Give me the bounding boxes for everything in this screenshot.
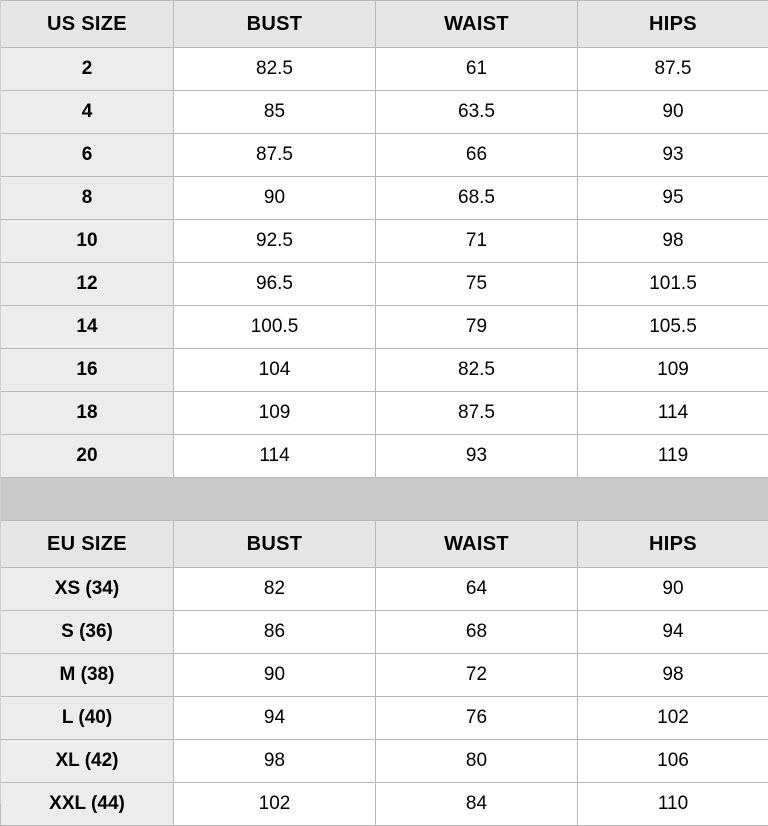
table-row: [1, 220, 768, 263]
table-separator: [0, 478, 768, 520]
table-row: [1, 611, 768, 654]
table-row: [1, 568, 768, 611]
cell-hips: 95: [578, 177, 768, 220]
cell-bust: 92.5: [174, 220, 376, 263]
table-row: [1, 654, 768, 697]
cell-bust: 109: [174, 392, 376, 435]
cell-bust: 96.5: [174, 263, 376, 306]
cell-hips: 109: [578, 349, 768, 392]
cell-bust: 94: [174, 697, 376, 740]
cell-size: L (40): [1, 697, 174, 740]
cell-size: 12: [1, 263, 174, 306]
cell-bust: 100.5: [174, 306, 376, 349]
cell-bust: 87.5: [174, 134, 376, 177]
cell-bust: 114: [174, 435, 376, 478]
table-header-row: [1, 521, 768, 568]
cell-hips: 106: [578, 740, 768, 783]
column-header-hips: HIPS: [578, 1, 768, 48]
cell-size: 18: [1, 392, 174, 435]
cell-size: XL (42): [1, 740, 174, 783]
cell-hips: 93: [578, 134, 768, 177]
cell-bust: 104: [174, 349, 376, 392]
table-row: [1, 435, 768, 478]
cell-bust: 98: [174, 740, 376, 783]
cell-hips: 90: [578, 91, 768, 134]
cell-waist: 76: [376, 697, 578, 740]
cell-waist: 68: [376, 611, 578, 654]
cell-bust: 90: [174, 654, 376, 697]
cell-hips: 98: [578, 220, 768, 263]
table-row: [1, 263, 768, 306]
cell-bust: 102: [174, 783, 376, 826]
cell-size: 14: [1, 306, 174, 349]
cell-size: 16: [1, 349, 174, 392]
cell-hips: 98: [578, 654, 768, 697]
cell-waist: 63.5: [376, 91, 578, 134]
cell-size: XXL (44): [1, 783, 174, 826]
cell-waist: 72: [376, 654, 578, 697]
cell-hips: 114: [578, 392, 768, 435]
cell-waist: 71: [376, 220, 578, 263]
cell-waist: 84: [376, 783, 578, 826]
column-header-eu-size: EU SIZE: [1, 521, 174, 568]
cell-size: 8: [1, 177, 174, 220]
cell-hips: 87.5: [578, 48, 768, 91]
cell-bust: 86: [174, 611, 376, 654]
table-row: [1, 177, 768, 220]
cell-hips: 110: [578, 783, 768, 826]
cell-size: 20: [1, 435, 174, 478]
table-header-row: [1, 1, 768, 48]
cell-waist: 75: [376, 263, 578, 306]
cell-bust: 82.5: [174, 48, 376, 91]
table-row: [1, 91, 768, 134]
cell-size: M (38): [1, 654, 174, 697]
table-row: [1, 392, 768, 435]
table-row: [1, 306, 768, 349]
cell-waist: 87.5: [376, 392, 578, 435]
cell-waist: 79: [376, 306, 578, 349]
cell-waist: 68.5: [376, 177, 578, 220]
table-row: [1, 48, 768, 91]
cell-hips: 105.5: [578, 306, 768, 349]
cell-size: S (36): [1, 611, 174, 654]
column-header-bust: BUST: [174, 1, 376, 48]
table-row: [1, 697, 768, 740]
cell-waist: 93: [376, 435, 578, 478]
cell-size: 2: [1, 48, 174, 91]
cell-bust: 85: [174, 91, 376, 134]
cell-hips: 102: [578, 697, 768, 740]
cell-bust: 82: [174, 568, 376, 611]
cell-waist: 66: [376, 134, 578, 177]
cell-hips: 90: [578, 568, 768, 611]
column-header-hips: HIPS: [578, 521, 768, 568]
eu-size-table: [0, 520, 768, 826]
cell-waist: 61: [376, 48, 578, 91]
cell-size: XS (34): [1, 568, 174, 611]
table-row: [1, 134, 768, 177]
column-header-waist: WAIST: [376, 521, 578, 568]
table-row: [1, 740, 768, 783]
cell-hips: 94: [578, 611, 768, 654]
cell-waist: 82.5: [376, 349, 578, 392]
column-header-bust: BUST: [174, 521, 376, 568]
cell-size: 4: [1, 91, 174, 134]
cell-waist: 80: [376, 740, 578, 783]
cell-hips: 101.5: [578, 263, 768, 306]
table-row: [1, 783, 768, 826]
cell-size: 10: [1, 220, 174, 263]
column-header-us-size: US SIZE: [1, 1, 174, 48]
cell-hips: 119: [578, 435, 768, 478]
cell-bust: 90: [174, 177, 376, 220]
column-header-waist: WAIST: [376, 1, 578, 48]
cell-waist: 64: [376, 568, 578, 611]
cell-size: 6: [1, 134, 174, 177]
table-row: [1, 349, 768, 392]
